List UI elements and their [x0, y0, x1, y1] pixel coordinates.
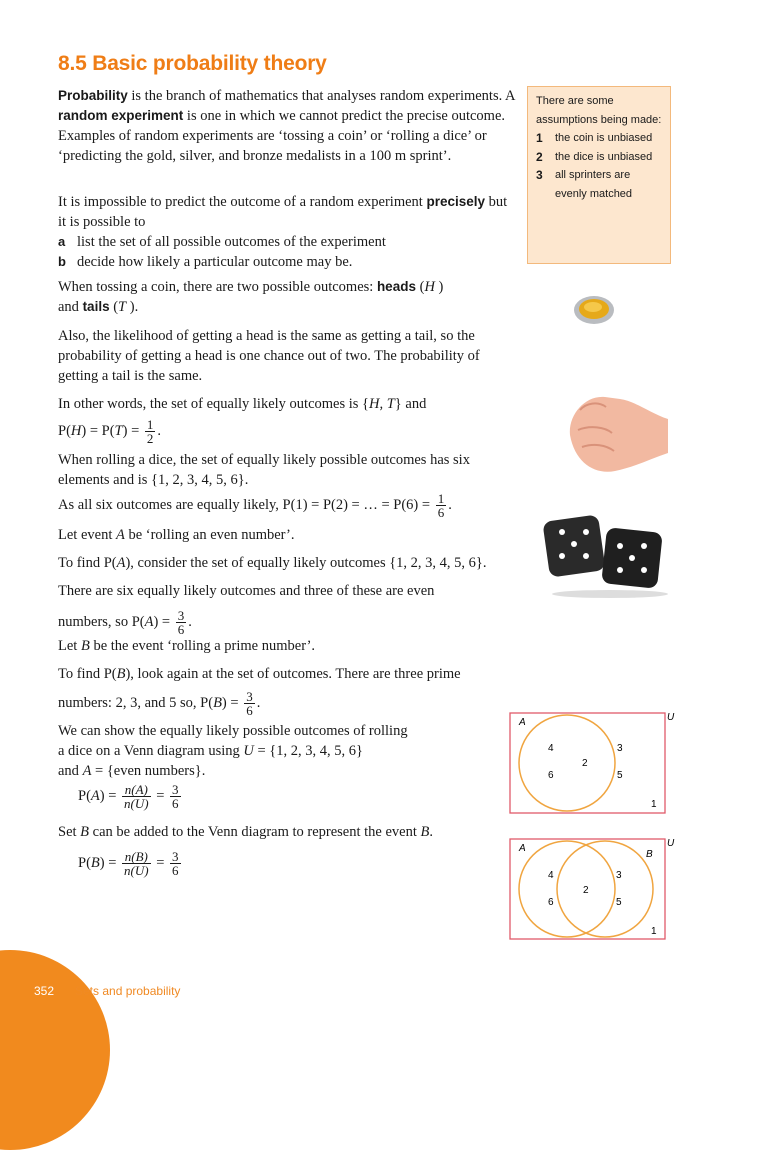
equation-pa: P(A) = $\frac{n(A)}{n(U)}$ = $\frac{3}{6}$ [78, 782, 179, 811]
text: It is impossible to predict the outcome of a random experiment [58, 194, 427, 210]
paragraph-coin: When tossing a coin, there are two possible outcomes: heads (H ) and tails (T ). [58, 279, 444, 315]
assumptions-note [527, 86, 671, 264]
term-probability: Probability [58, 88, 128, 103]
venn-diagram-ab [505, 834, 675, 944]
label-a: A [519, 843, 526, 854]
fraction: $\frac{1}{2}$ [146, 417, 154, 446]
label-u: U [667, 838, 675, 849]
page-title: 8.5 Basic probability theory [58, 52, 327, 75]
paragraph-set-b: Set B can be added to the Venn diagram to represent the event B. [58, 824, 433, 840]
paragraph-six-outcomes: There are six equally likely outcomes and three of these are even numbers, so P(A) = $\frac{3}{6}$ . [58, 583, 435, 637]
paragraph-likelihood: Also, the likelihood of getting a head is the same as getting a tail, so the probability of getting a head is one chance out of two. The probability of getting a tail is the same. [58, 328, 480, 384]
element: 6 [548, 770, 554, 781]
paragraph-event-a: Let event A be ‘rolling an even number’. [58, 527, 295, 543]
fraction: $\frac{1}{6}$ [437, 491, 445, 520]
text: but it is possible to [58, 194, 508, 230]
note-item: 1 the coin is unbiased [536, 131, 653, 145]
element: 2 [582, 758, 588, 769]
element: 5 [617, 770, 623, 781]
element: 5 [616, 897, 622, 908]
fraction: $\frac{n(A)}{n(U)}$ [124, 782, 149, 811]
page-number: 352 [34, 984, 55, 998]
element: 1 [651, 799, 657, 810]
venn-diagram-a [505, 708, 675, 818]
note-intro: There are some assumptions being made: [536, 95, 662, 126]
paragraph-venn-intro: We can show the equally likely possible outcomes of rolling a dice on a Venn diagram using U = {1, 2, 3, 4, 5, 6} and A = {even numbers}. [58, 723, 408, 779]
paragraph-find-pa: To find P(A), consider the set of equally likely outcomes {1, 2, 3, 4, 5, 6}. [58, 555, 487, 571]
term-random-experiment: random experiment [58, 108, 184, 123]
fraction: $\frac{n(B)}{n(U)}$ [124, 849, 149, 878]
coin-image [570, 290, 618, 330]
text: is the branch of mathematics that analyses random experiments. A [127, 88, 515, 104]
fraction: $\frac{3}{6}$ [172, 849, 179, 878]
paragraph-equally-likely: As all six outcomes are equally likely, P(1) = P(2) = … = P(6) = $\frac{1}{6}$ . [58, 491, 452, 520]
paragraph-impossible [58, 192, 518, 272]
term-tails: tails [82, 299, 110, 314]
term-precisely: precisely [426, 194, 485, 209]
set-b-circle [557, 841, 653, 937]
element: 3 [617, 743, 623, 754]
hand-image [560, 375, 670, 485]
equation-pb: P(B) = $\frac{n(B)}{n(U)}$ = $\frac{3}{6}$ [78, 849, 179, 878]
label-u: U [667, 712, 675, 723]
element: 1 [651, 926, 657, 937]
corner-decoration [0, 950, 110, 1150]
element: 3 [616, 870, 622, 881]
fraction: $\frac{3}{6}$ [177, 608, 185, 637]
section-name: Sets and probability [75, 984, 181, 998]
paragraph-dice-set: When rolling a dice, the set of equally likely possible outcomes has six elements and is {1, 2, 3, 4, 5, 6}. [58, 452, 470, 488]
element: 2 [583, 885, 589, 896]
intro-paragraph [58, 86, 518, 166]
fraction: $\frac{3}{6}$ [172, 782, 179, 811]
note-item: 2 the dice is unbiased [536, 149, 653, 164]
element: 4 [548, 870, 554, 881]
element: 4 [548, 743, 554, 754]
term-heads: heads [376, 279, 416, 294]
text: is one in which we cannot predict the precise outcome. Examples of random experiments are ‘tossing a coin’ or ‘rolling a dice’ or ‘predicting the gold, silver, and bronze medalists in a 100 m sprint’. [58, 108, 506, 164]
paragraph-outcomes-coin: In other words, the set of equally likely outcomes is {H, T} and P(H) = P(T) = $\frac{1}{2}$ . [58, 396, 427, 446]
dice-image [540, 510, 670, 600]
element: 6 [548, 897, 554, 908]
list-item: b decide how likely a particular outcome may be. [58, 254, 353, 270]
set-a-circle [519, 715, 615, 811]
paragraph-event-b: Let B be the event ‘rolling a prime number’. [58, 638, 316, 654]
note-item: 3 all sprinters are evenly matched [536, 168, 633, 200]
label-b: B [646, 849, 653, 860]
paragraph-find-pb: To find P(B), look again at the set of outcomes. There are three prime numbers: 2, 3, and 5 so, P(B) = $\frac{3}{6}$ . [58, 666, 461, 718]
set-a-circle [519, 841, 615, 937]
fraction: $\frac{3}{6}$ [246, 689, 253, 718]
list-item: a list the set of all possible outcomes of the experiment [58, 234, 386, 250]
label-a: A [519, 717, 526, 728]
